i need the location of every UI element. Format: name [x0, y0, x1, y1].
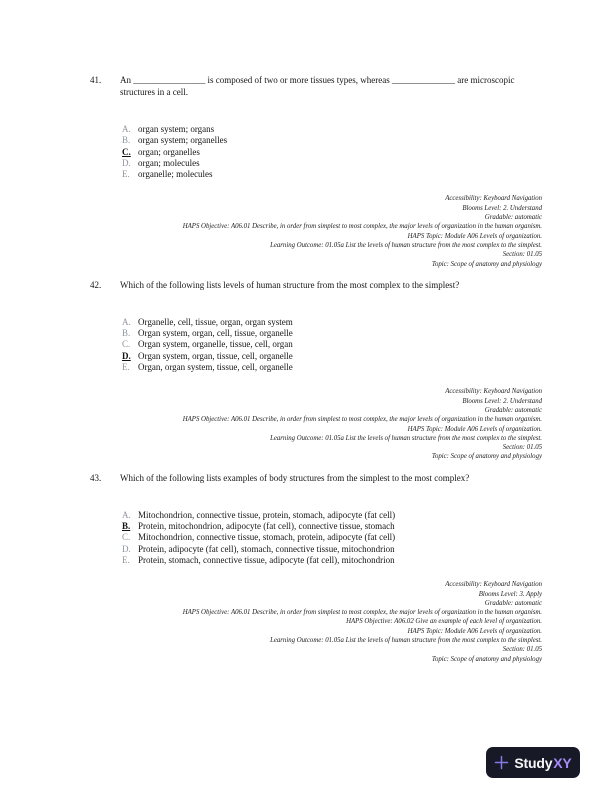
metadata-line: Section: 01.05 [502, 444, 542, 452]
metadata-line: HAPS Objective: A06.01 Describe, in order from simplest to most complex, the major levels of organization in the human organism. [182, 223, 542, 231]
option-row [122, 328, 542, 339]
question-metadata [90, 387, 542, 461]
option-text: Organelle, cell, tissue, organ, organ system [138, 316, 293, 327]
metadata-line: Accessibility: Keyboard Navigation [445, 388, 542, 396]
option-row-correct-answer [122, 351, 542, 362]
option-letter: B. [122, 135, 131, 146]
brand-text-study: Study [514, 754, 553, 771]
metadata-line: Topic: Scope of anatomy and physiology [431, 453, 542, 461]
question-metadata [90, 194, 542, 268]
option-letter: E. [122, 554, 130, 565]
studyxy-logo-badge [486, 747, 580, 778]
question-text: Which of the following lists examples of body structures from the simplest to the most complex? [120, 472, 470, 483]
option-row [122, 135, 542, 146]
option-text: Organ system, organ, tissue, cell, organelle [138, 350, 293, 361]
option-text: Protein, mitochondrion, adipocyte (fat cell), connective tissue, stomach [138, 521, 395, 532]
question-43 [90, 472, 542, 664]
option-row-correct-answer [122, 521, 542, 532]
option-row [122, 339, 542, 350]
option-row [122, 362, 542, 373]
metadata-line: Learning Outcome: 01.05a List the levels of human structure from the most complex to the simplest. [270, 241, 542, 249]
metadata-line: Topic: Scope of anatomy and physiology [431, 655, 542, 663]
option-row [122, 555, 542, 566]
brand-text-xy: XY [553, 754, 572, 771]
metadata-line: Accessibility: Keyboard Navigation [445, 195, 542, 203]
option-letter: C. [122, 339, 131, 350]
option-text: Mitochondrion, connective tissue, protein, stomach, adipocyte (fat cell) [138, 509, 396, 520]
document-page [90, 74, 542, 674]
option-text: organ; molecules [138, 157, 200, 168]
question-42 [90, 279, 542, 462]
option-text: organ system; organs [138, 124, 215, 134]
option-row [122, 158, 542, 169]
option-text: Protein, adipocyte (fat cell), stomach, connective tissue, mitochondrion [138, 543, 395, 554]
option-text: Protein, stomach, connective tissue, adipocyte (fat cell), mitochondrion [138, 554, 395, 565]
option-text: organ system; organelles [138, 135, 228, 146]
question-number: 41. [90, 75, 102, 85]
option-letter: A. [122, 124, 131, 134]
question-41 [90, 74, 542, 269]
metadata-line: Section: 01.05 [502, 646, 542, 654]
plus-icon [494, 755, 509, 770]
metadata-line: Section: 01.05 [502, 251, 542, 259]
metadata-line: Learning Outcome: 01.05a List the levels of human structure from the most complex to the simplest. [270, 636, 542, 644]
metadata-line: Accessibility: Keyboard Navigation [445, 581, 542, 589]
question-text: An ________________ is composed of two or more tissues types, whereas ______________ are microscopic structures in a cell. [120, 75, 515, 97]
question-number: 43. [90, 472, 102, 483]
option-letter: B. [122, 328, 131, 339]
option-letter: D. [122, 350, 131, 361]
option-letter: C. [122, 532, 131, 543]
metadata-line: HAPS Objective: A06.01 Describe, in order from simplest to most complex, the major levels of organization in the human organism. [182, 609, 542, 617]
metadata-line: Blooms Level: 2. Understand [462, 204, 542, 212]
option-text: Organ system, organelle, tissue, cell, organ [138, 339, 293, 350]
question-text: Which of the following lists levels of human structure from the most complex to the simplest? [120, 279, 460, 290]
metadata-line: HAPS Topic: Module A06 Levels of organization. [407, 232, 542, 240]
option-letter: C. [122, 146, 131, 157]
option-text: Mitochondrion, connective tissue, stomach, protein, adipocyte (fat cell) [138, 532, 396, 543]
option-letter: A. [122, 509, 131, 520]
option-letter: E. [122, 169, 130, 180]
options-list [122, 124, 542, 180]
option-text: organ; organelles [138, 146, 200, 157]
metadata-line: Blooms Level: 2. Understand [462, 397, 542, 405]
metadata-line: Learning Outcome: 01.05a List the levels of human structure from the most complex to the simplest. [270, 434, 542, 442]
metadata-line: HAPS Objective: A06.02 Give an example of each level of organization. [346, 618, 542, 626]
metadata-line: Gradable: automatic [484, 214, 542, 222]
question-number: 42. [90, 279, 102, 290]
option-letter: A. [122, 316, 131, 327]
option-row [122, 317, 542, 328]
metadata-line: HAPS Topic: Module A06 Levels of organization. [407, 425, 542, 433]
option-row-correct-answer [122, 147, 542, 158]
option-letter: D. [122, 157, 131, 168]
metadata-line: HAPS Objective: A06.01 Describe, in order from simplest to most complex, the major levels of organization in the human organism. [182, 416, 542, 424]
options-list [122, 317, 542, 373]
option-letter: E. [122, 362, 130, 373]
metadata-line: Blooms Level: 3. Apply [478, 590, 542, 598]
metadata-line: Topic: Scope of anatomy and physiology [431, 260, 542, 268]
option-text: Organ system, organ, cell, tissue, organelle [138, 328, 293, 339]
option-row [122, 532, 542, 543]
option-row [122, 544, 542, 555]
options-list [122, 510, 542, 566]
option-text: organelle; molecules [138, 169, 213, 180]
option-row [122, 124, 542, 135]
option-letter: D. [122, 543, 131, 554]
metadata-line: Gradable: automatic [484, 406, 542, 414]
option-text: Organ, organ system, tissue, cell, organelle [138, 362, 293, 373]
option-row [122, 510, 542, 521]
question-metadata [90, 580, 542, 664]
option-row [122, 169, 542, 180]
metadata-line: HAPS Topic: Module A06 Levels of organization. [407, 627, 542, 635]
option-letter: B. [122, 521, 131, 532]
metadata-line: Gradable: automatic [484, 599, 542, 607]
